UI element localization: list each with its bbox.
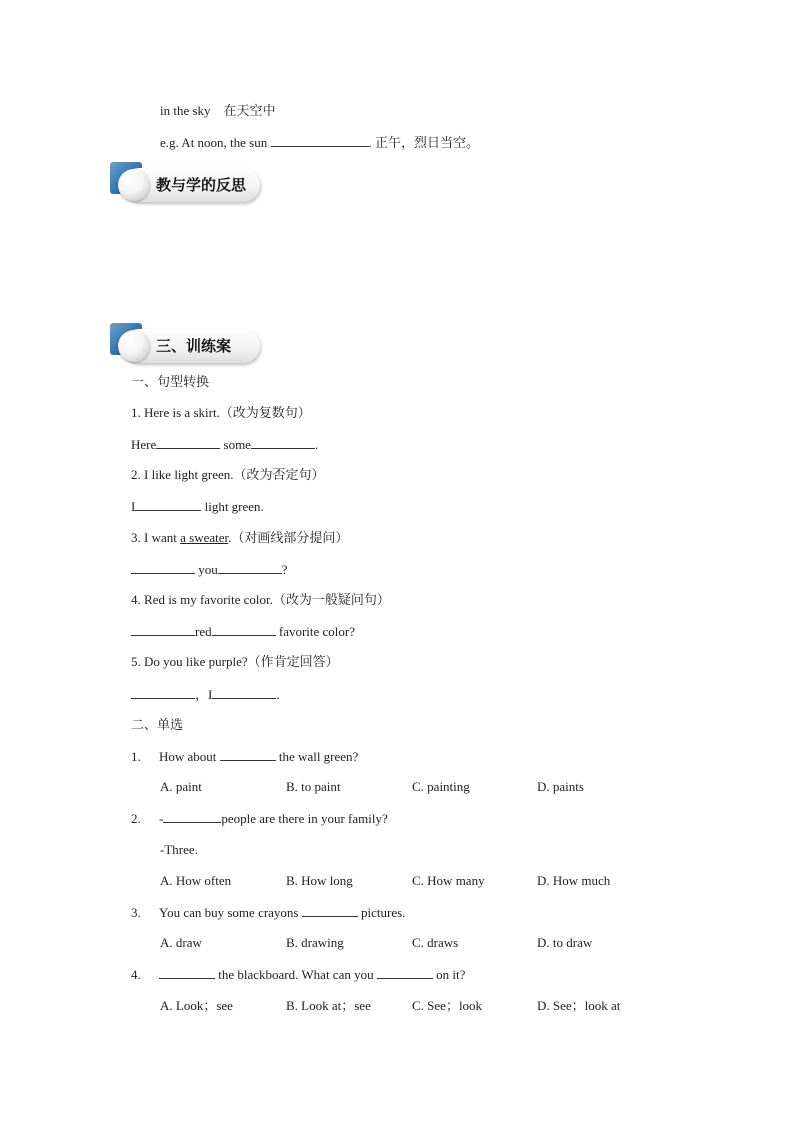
q3-underlined: a sweater	[180, 530, 229, 545]
option-c[interactable]: C. How many	[412, 873, 485, 888]
answer-blank[interactable]	[131, 686, 195, 699]
answer-blank[interactable]	[302, 904, 358, 917]
a3-line	[131, 561, 288, 578]
a3-end: ?	[281, 562, 288, 577]
a4-line	[131, 623, 355, 640]
a5-word: ，I	[195, 687, 213, 702]
mc-question	[131, 966, 465, 983]
part1-heading: 一、句型转换	[131, 374, 210, 389]
q5-text: 5. Do you like purple?（作肯定回答）	[131, 654, 339, 669]
option-d[interactable]: D. to draw	[537, 935, 593, 950]
question-reply: -Three.	[160, 842, 198, 857]
answer-blank[interactable]	[251, 436, 315, 449]
answer-blank[interactable]	[131, 623, 195, 636]
example-prefix: e.g. At noon, the sun	[160, 135, 268, 150]
phrase-line: in the sky 在天空中	[160, 103, 276, 118]
a5-end: .	[276, 687, 280, 702]
answer-blank[interactable]	[218, 561, 282, 574]
option-b[interactable]: B. drawing	[286, 935, 344, 950]
question-text: -	[159, 811, 164, 826]
q4-text: 4. Red is my favorite color.（改为一般疑问句）	[131, 592, 390, 607]
a2-word: I	[131, 499, 136, 514]
q3-text	[131, 530, 348, 546]
option-d[interactable]: D. paints	[537, 779, 584, 794]
option-b[interactable]: B. to paint	[286, 779, 341, 794]
answer-blank[interactable]	[212, 686, 276, 699]
option-c[interactable]: C. See；look	[412, 998, 483, 1013]
badge-ball-icon	[118, 169, 150, 201]
question-number: 3.	[131, 905, 141, 920]
option-d[interactable]: D. How much	[537, 873, 611, 888]
answer-blank[interactable]	[156, 436, 220, 449]
a2-line	[131, 498, 264, 515]
section-reflect-badge	[110, 162, 270, 202]
question-text: people are there in your family?	[221, 811, 388, 826]
answer-blank[interactable]	[131, 561, 195, 574]
question-text: the wall green?	[275, 749, 359, 764]
question-number: 4.	[131, 967, 141, 982]
option-a[interactable]: A. paint	[160, 779, 202, 794]
answer-blank[interactable]	[135, 498, 201, 511]
section-train-title: 三、训练案	[156, 337, 232, 355]
badge-ball-icon	[118, 330, 150, 362]
a1-word: Here	[131, 437, 157, 452]
part2-heading: 二、单选	[131, 717, 184, 732]
a1-end: .	[314, 437, 319, 452]
question-text: on it?	[432, 967, 466, 982]
a4-word: favorite color?	[275, 624, 356, 639]
q3-pre: 3. I want	[131, 530, 181, 545]
example-line	[160, 134, 479, 151]
answer-blank[interactable]	[220, 748, 276, 761]
example-suffix: . 正午，烈日当空。	[368, 135, 480, 150]
section-reflect-title: 教与学的反思	[156, 176, 247, 194]
a3-word: you	[195, 562, 218, 577]
a1-word: some	[220, 437, 251, 452]
option-a[interactable]: A. Look；see	[160, 998, 233, 1013]
option-a[interactable]: A. How often	[160, 873, 232, 888]
question-number: 2.	[131, 811, 141, 826]
answer-blank[interactable]	[271, 134, 369, 147]
option-b[interactable]: B. Look at；see	[286, 998, 371, 1013]
a5-line	[131, 686, 280, 703]
question-text: the blackboard. What can you	[215, 967, 377, 982]
question-text: How about	[159, 749, 220, 764]
answer-blank[interactable]	[163, 810, 221, 823]
a1-line	[131, 436, 318, 453]
q3-post: .（对画线部分提问）	[228, 530, 349, 545]
mc-question	[131, 904, 405, 921]
option-d[interactable]: D. See；look at	[537, 998, 621, 1013]
option-b[interactable]: B. How long	[286, 873, 353, 888]
option-c[interactable]: C. draws	[412, 935, 459, 950]
option-a[interactable]: A. draw	[160, 935, 202, 950]
answer-blank[interactable]	[212, 623, 276, 636]
q1-text: 1. Here is a skirt.（改为复数句）	[131, 405, 311, 420]
question-number: 1.	[131, 749, 141, 764]
section-train-badge	[110, 323, 270, 363]
mc-question	[131, 810, 388, 827]
a4-word: red	[195, 624, 212, 639]
question-text: pictures.	[357, 905, 406, 920]
mc-question	[131, 748, 358, 765]
q2-text: 2. I like light green.（改为否定句）	[131, 467, 325, 482]
question-text: You can buy some crayons	[159, 905, 302, 920]
option-c[interactable]: C. painting	[412, 779, 470, 794]
a2-word: light green.	[201, 499, 264, 514]
answer-blank[interactable]	[377, 966, 433, 979]
answer-blank[interactable]	[159, 966, 215, 979]
